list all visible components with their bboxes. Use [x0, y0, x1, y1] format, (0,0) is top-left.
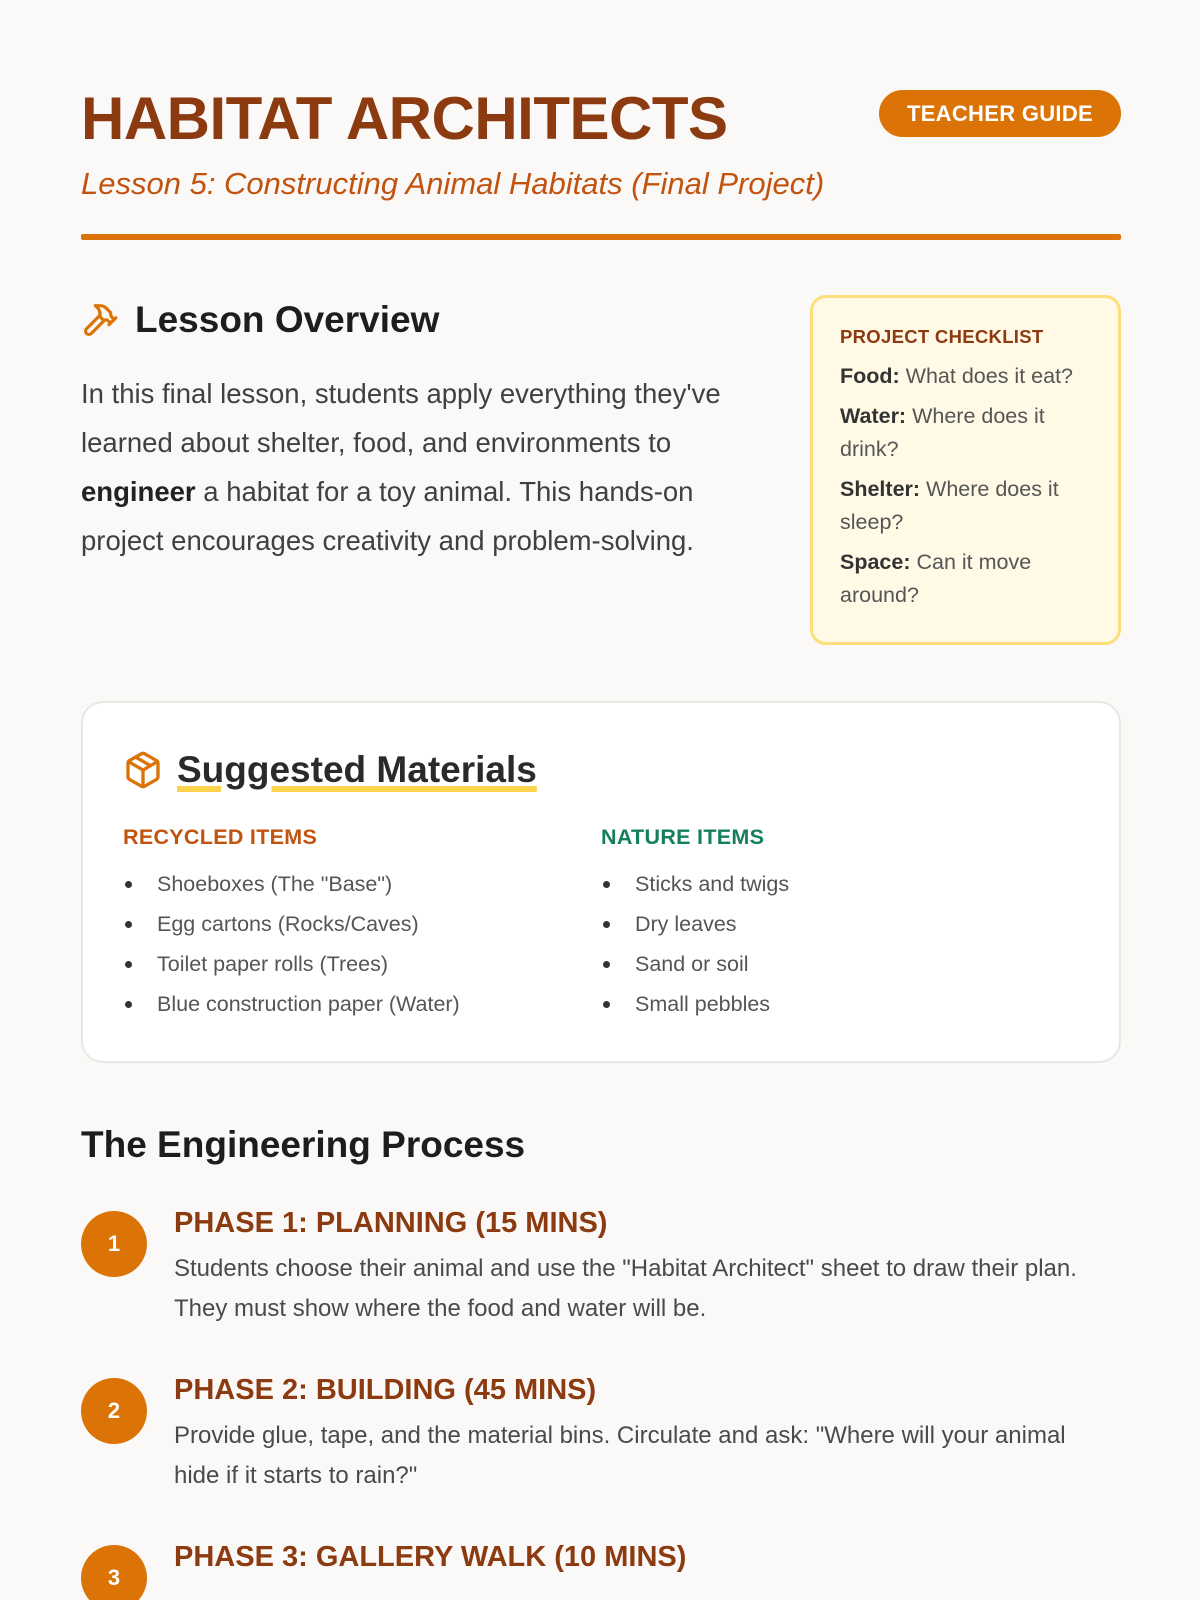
header [81, 80, 1121, 240]
phase-number-badge: 3 [81, 1545, 147, 1600]
overview-title: Lesson Overview [135, 299, 440, 340]
lesson-subtitle: Lesson 5: Constructing Animal Habitats (Final Project) [81, 166, 825, 201]
teacher-guide-badge: TEACHER GUIDE [879, 90, 1121, 137]
phase-title: PHASE 1: PLANNING (15 MINS) [174, 1207, 608, 1239]
list-item: Shoeboxes (The "Base") [123, 864, 601, 904]
lesson-overview [81, 295, 721, 565]
phase-title: PHASE 3: GALLERY WALK (10 MINS) [174, 1541, 687, 1573]
list-item: Sand or soil [601, 944, 1079, 984]
list-item: Sticks and twigs [601, 864, 1079, 904]
page-title: HABITAT ARCHITECTS [81, 85, 728, 152]
checklist-item: Shelter: Where does it sleep? [840, 477, 1059, 534]
recycled-items-column [123, 825, 601, 1024]
phase-number-badge: 2 [81, 1378, 147, 1444]
checklist-title: PROJECT CHECKLIST [840, 326, 1044, 347]
hammer-icon [81, 301, 119, 339]
nature-items-title: NATURE ITEMS [601, 825, 765, 849]
phase-title: PHASE 2: BUILDING (45 MINS) [174, 1374, 597, 1406]
checklist-item: Space: Can it move around? [840, 550, 1032, 607]
overview-text: In this final lesson, students apply everything they've learned about shelter, food, and environments to engineer a habitat for a toy animal. This hands-on project encourages creativity and problem-solving. [81, 378, 721, 556]
process-title: The Engineering Process [81, 1124, 526, 1165]
materials-title: Suggested Materials [177, 749, 537, 790]
materials-card [81, 701, 1121, 1063]
recycled-items-title: RECYCLED ITEMS [123, 825, 318, 849]
emphasis-engineer: engineer [81, 476, 196, 507]
list-item: Small pebbles [601, 984, 1079, 1024]
checklist-item: Water: Where does it drink? [840, 404, 1045, 461]
checklist-item: Food: What does it eat? [840, 364, 1073, 388]
phase-description: Students choose their animal and use the "Habitat Architect" sheet to draw their plan. They must show where the food and water will be. [174, 1255, 1077, 1322]
list-item: Toilet paper rolls (Trees) [123, 944, 601, 984]
header-divider [81, 234, 1121, 240]
box-icon [123, 750, 163, 790]
phase-description: Provide glue, tape, and the material bins. Circulate and ask: "Where will your animal hide if it starts to rain?" [174, 1422, 1066, 1489]
nature-items-column [601, 825, 1079, 1024]
list-item: Egg cartons (Rocks/Caves) [123, 904, 601, 944]
list-item: Dry leaves [601, 904, 1079, 944]
project-checklist [810, 295, 1121, 645]
list-item: Blue construction paper (Water) [123, 984, 601, 1024]
phase-number-badge: 1 [81, 1211, 147, 1277]
